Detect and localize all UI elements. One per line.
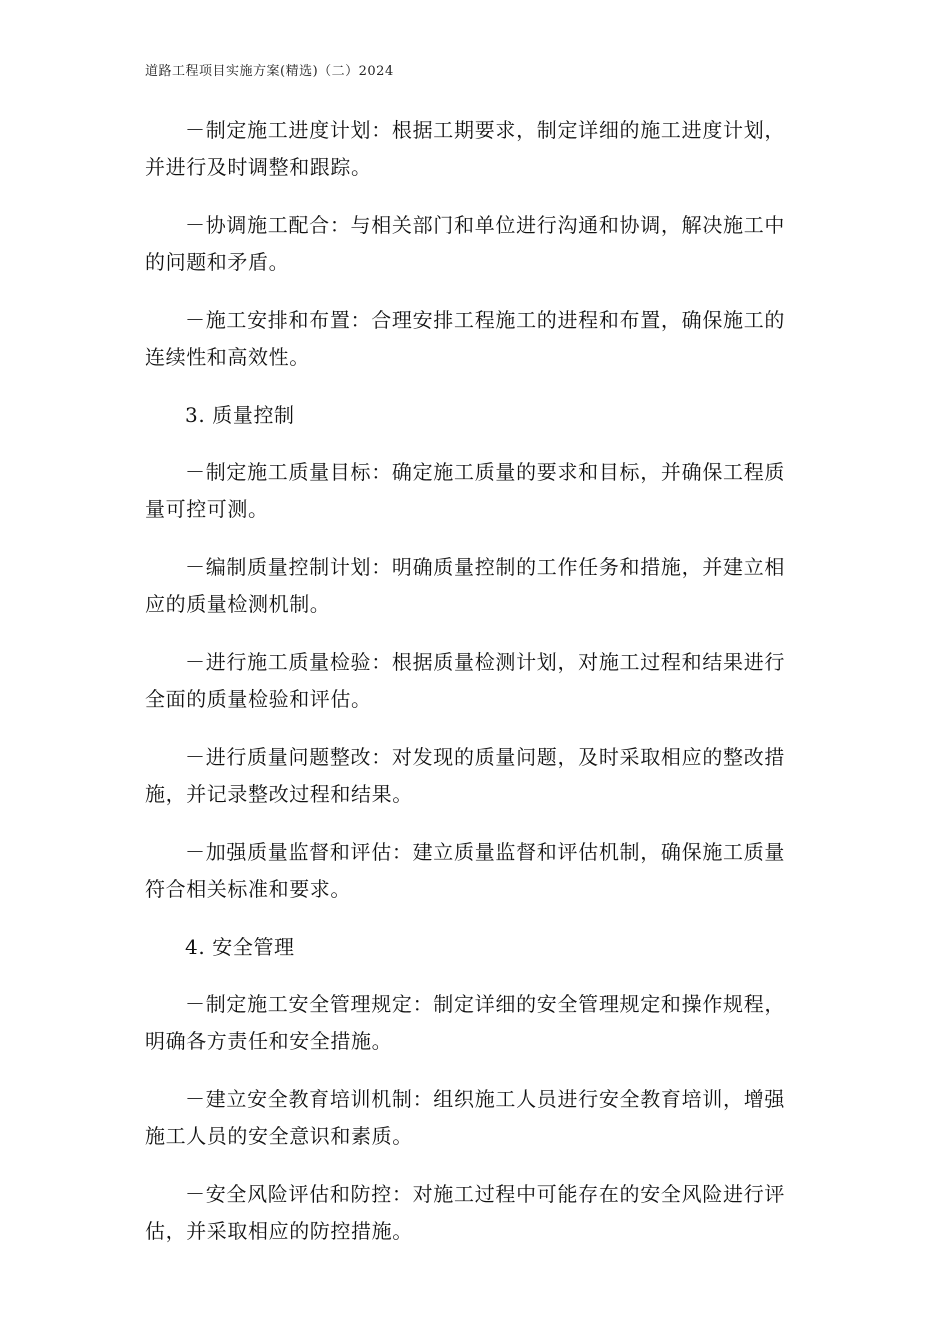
section-heading-safety-management: 4. 安全管理 bbox=[185, 935, 295, 959]
document-body bbox=[145, 112, 785, 1271]
running-header: 道路工程项目实施方案(精选)（二）2024 bbox=[145, 64, 394, 79]
paragraph-schedule-plan: －制定施工进度计划：根据工期要求，制定详细的施工进度计划，并进行及时调整和跟踪。 bbox=[145, 118, 785, 179]
paragraph-safety-rules: －制定施工安全管理规定：制定详细的安全管理规定和操作规程，明确各方责任和安全措施。 bbox=[145, 992, 785, 1053]
paragraph-quality-rectification: －进行质量问题整改：对发现的质量问题，及时采取相应的整改措施，并记录整改过程和结果。 bbox=[145, 745, 785, 806]
paragraph-quality-plan: －编制质量控制计划：明确质量控制的工作任务和措施，并建立相应的质量检测机制。 bbox=[145, 555, 785, 616]
paragraph-safety-risk: －安全风险评估和防控：对施工过程中可能存在的安全风险进行评估，并采取相应的防控措施。 bbox=[145, 1182, 785, 1243]
section-heading-quality-control: 3. 质量控制 bbox=[185, 403, 295, 427]
paragraph-quality-goal: －制定施工质量目标：确定施工质量的要求和目标，并确保工程质量可控可测。 bbox=[145, 460, 785, 521]
paragraph-safety-training: －建立安全教育培训机制：组织施工人员进行安全教育培训，增强施工人员的安全意识和素质。 bbox=[145, 1087, 785, 1148]
paragraph-coordination: －协调施工配合：与相关部门和单位进行沟通和协调，解决施工中的问题和矛盾。 bbox=[145, 213, 785, 274]
paragraph-arrangement: －施工安排和布置：合理安排工程施工的进程和布置，确保施工的连续性和高效性。 bbox=[145, 308, 785, 369]
paragraph-quality-supervision: －加强质量监督和评估：建立质量监督和评估机制，确保施工质量符合相关标准和要求。 bbox=[145, 840, 785, 901]
paragraph-quality-inspection: －进行施工质量检验：根据质量检测计划，对施工过程和结果进行全面的质量检验和评估。 bbox=[145, 650, 785, 711]
